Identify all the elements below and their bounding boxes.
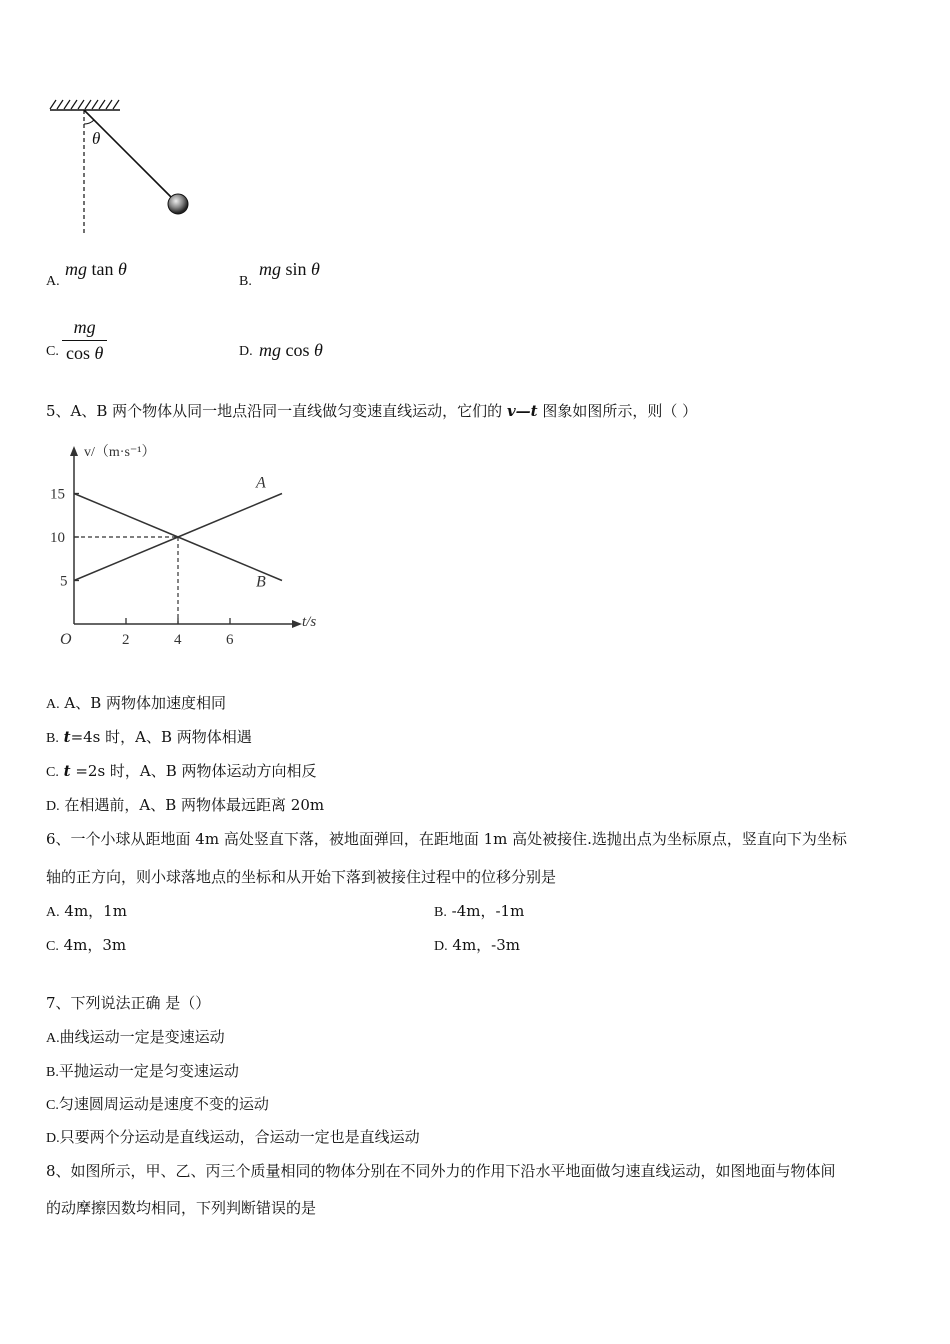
q6-option-a: A. 4m，1m [46, 902, 127, 920]
x-tick-label: 4 [174, 632, 182, 648]
q7-option-b: B.平抛运动一定是匀变速运动 [46, 1062, 239, 1080]
q7-option-c: C.匀速圆周运动是速度不变的运动 [46, 1095, 269, 1113]
series-label-a: A [256, 474, 266, 492]
q7-option-d: D.只要两个分运动是直线运动，合运动一定也是直线运动 [46, 1128, 420, 1146]
q5-option-d: D. 在相遇前，A、B 两物体最远距离 20m [46, 796, 325, 814]
q4-option-a-expr: mg tan θ [65, 259, 127, 279]
q4-option-c-label: C. [46, 344, 59, 359]
q6-option-b: B. -4m，-1m [434, 902, 525, 920]
q4-option-b-expr: mg sin θ [259, 259, 320, 279]
series-label-b: B [256, 573, 266, 591]
q4-option-a-label: A. [46, 274, 60, 289]
q4-option-b-label: B. [239, 274, 252, 289]
ceiling-hatch [50, 100, 119, 109]
q5-option-b: B. t=4s 时，A、B 两物体相遇 [46, 728, 252, 746]
q7-stem: 7、下列说法正确 是（） [46, 994, 211, 1012]
q4-option-d-expr: mg cos θ [259, 340, 323, 360]
q5-option-c: C. t =2s 时，A、B 两物体运动方向相反 [46, 762, 317, 780]
y-axis-label: v/（m·s⁻¹） [84, 445, 156, 460]
vt-chart [40, 436, 330, 651]
q5-stem: 5、A、B 两个物体从同一地点沿同一直线做匀变速直线运动，它们的 v—t 图象如图所示，则（ ） [46, 402, 698, 420]
q6-stem-line1: 6、一个小球从距地面 4m 高处竖直下落，被地面弹回，在距地面 1m 高处被接住.选抛出点为坐标原点，竖直向下为坐标 [46, 830, 847, 848]
x-axis-label: t/s [302, 614, 317, 630]
pendulum-ball [168, 194, 188, 214]
x-tick-label: 6 [226, 632, 234, 648]
y-axis-arrow [70, 446, 78, 456]
x-tick-label: 2 [122, 632, 130, 648]
q6-option-c: C. 4m，3m [46, 936, 127, 954]
q6-stem-line2: 轴的正方向，则小球落地点的坐标和从开始下落到被接住过程中的位移分别是 [46, 868, 557, 886]
origin-label: O [60, 631, 72, 648]
q8-stem-line2: 的动摩擦因数均相同，下列判断错误的是 [46, 1199, 317, 1217]
q4-option-d-label: D. [239, 344, 253, 359]
y-tick-label: 15 [50, 486, 65, 503]
q7-option-a: A.曲线运动一定是变速运动 [46, 1028, 225, 1046]
q8-stem-line1: 8、如图所示，甲、乙、丙三个质量相同的物体分别在不同外力的作用下沿水平地面做匀速直线运动，如图地面与物体间 [46, 1162, 836, 1180]
y-tick-label: 10 [50, 530, 65, 546]
angle-arc [84, 120, 94, 124]
q6-option-d: D. 4m，-3m [434, 936, 521, 954]
q5-option-a: A. A、B 两物体加速度相同 [46, 694, 227, 712]
x-axis-arrow [292, 620, 302, 628]
y-tick-label: 5 [60, 573, 68, 590]
pendulum-figure [44, 96, 204, 241]
string-line [84, 110, 174, 200]
q4-option-c-fraction: mg cos θ [62, 317, 107, 364]
theta-label: θ [92, 129, 101, 148]
